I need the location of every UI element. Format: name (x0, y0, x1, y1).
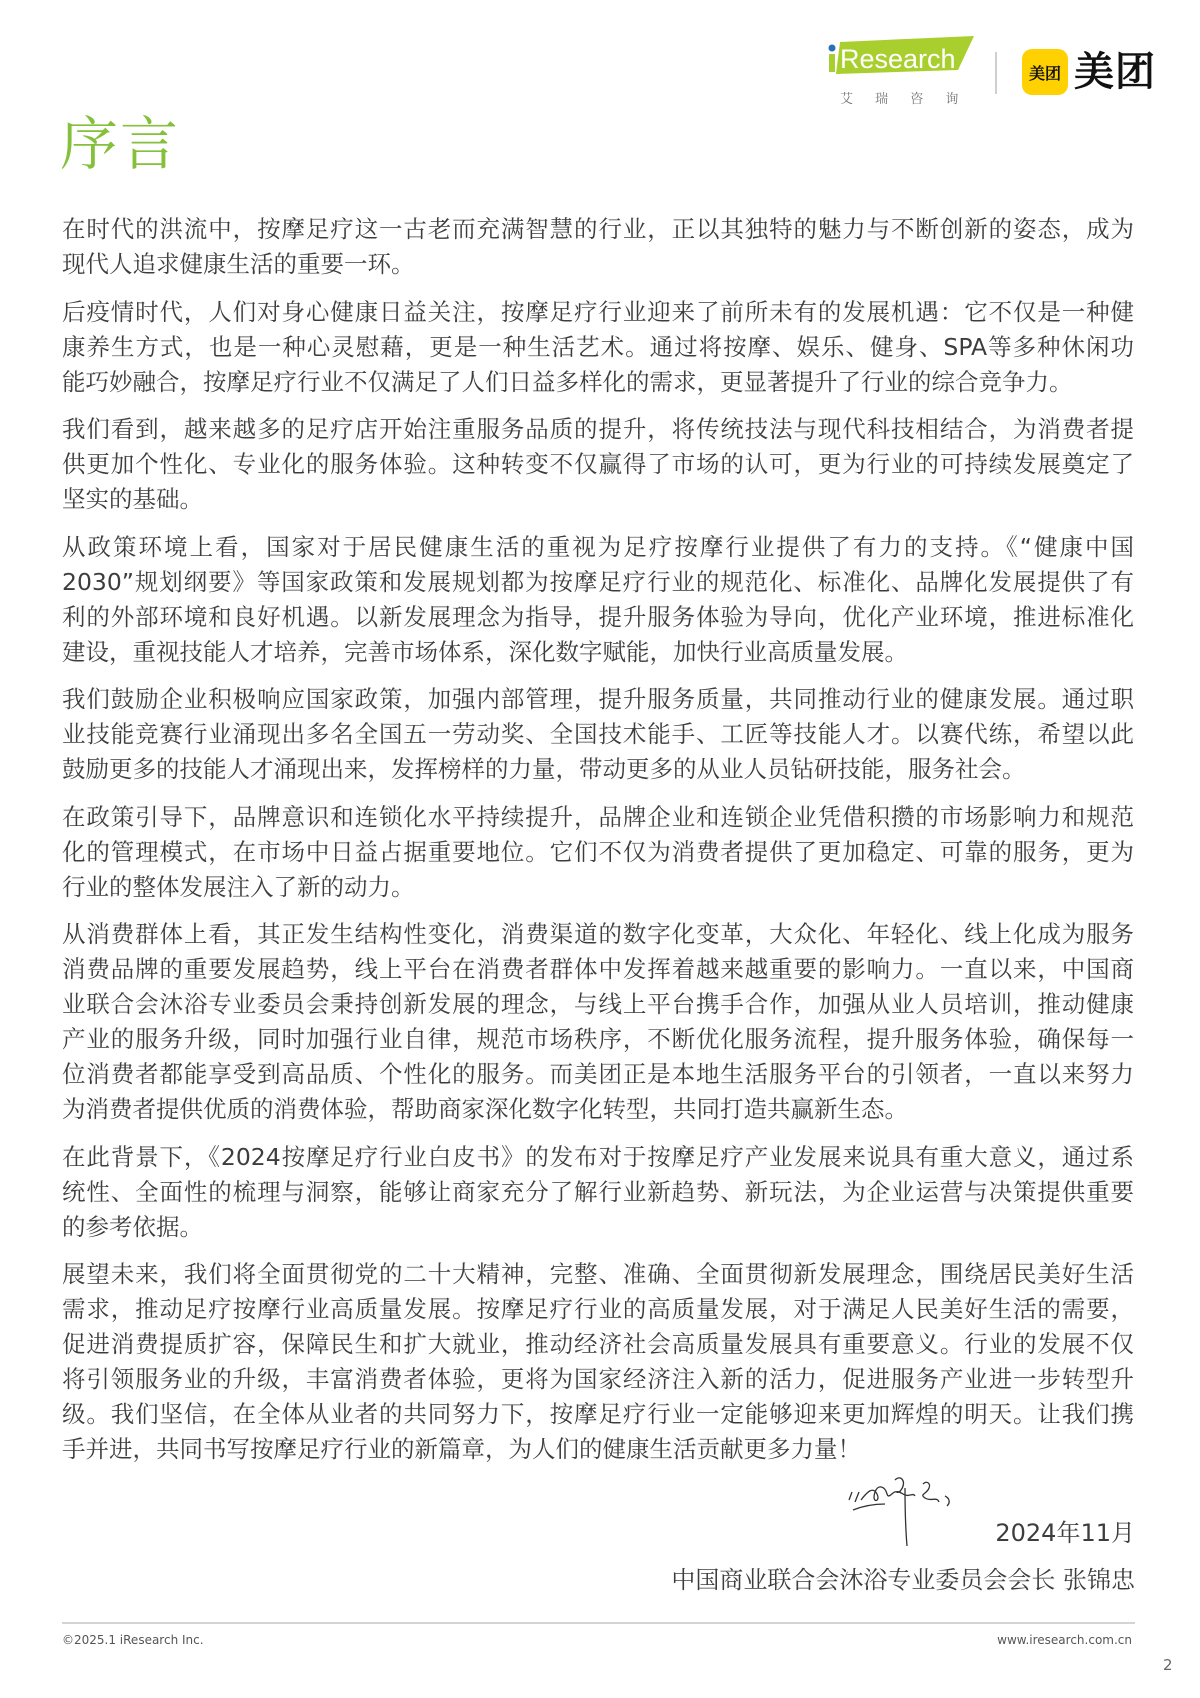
paragraph-line: 为消费者提供优质的消费体验，帮助商家深化数字化转型，共同打造共赢新生态。 (62, 1095, 908, 1123)
footer-divider (62, 1622, 1135, 1624)
signature-author: 中国商业联合会沐浴专业委员会会长 张锦忠 (671, 1566, 1135, 1594)
paragraph-line: 鼓励更多的技能人才涌现出来，发挥榜样的力量，带动更多的从业人员钻研技能，服务社会。 (62, 755, 1026, 783)
paragraph-line: 在此背景下，《2024按摩足疗行业白皮书》的发布对于按摩足疗产业发展来说具有重大意义，通过系 (62, 1142, 1134, 1171)
logo-divider (995, 52, 997, 94)
paragraph (62, 917, 1134, 1127)
paragraph-line: 从消费群体上看，其正发生结构性变化，消费渠道的数字化变革，大众化、年轻化、线上化成为服务 (62, 920, 1134, 948)
paragraph (62, 212, 1134, 282)
paragraph-line: 业联合会沐浴专业委员会秉持创新发展的理念，与线上平台携手合作，加强从业人员培训，推动健康 (62, 990, 1134, 1018)
paragraph-line: 化的管理模式，在市场中日益占据重要地位。它们不仅为消费者提供了更加稳定、可靠的服务，更为 (62, 837, 1134, 866)
signature-date: 2024年11月 (995, 1519, 1135, 1547)
paragraph-line: 行业的整体发展注入了新的动力。 (62, 872, 415, 901)
paragraph-line: 产业的服务升级，同时加强行业自律，规范市场秩序，不断优化服务流程，提升服务体验，确保每一 (62, 1025, 1134, 1053)
paragraph-line: 供更加个性化、专业化的服务体验。这种转变不仅赢得了市场的认可，更为行业的可持续发展奠定了 (62, 450, 1134, 478)
paragraph-line: 促进消费提质扩容，保障民生和扩大就业，推动经济社会高质量发展具有重要意义。行业的发展不仅 (62, 1330, 1134, 1358)
svg-text:Research: Research (840, 44, 956, 74)
paragraph-line: 建设，重视技能人才培养，完善市场体系，深化数字赋能，加快行业高质量发展。 (62, 637, 908, 666)
paragraph-line: 康养生方式，也是一种心灵慰藉，更是一种生活艺术。通过将按摩、娱乐、健身、SPA等多种休闲功 (62, 332, 1134, 361)
paragraph-line: 手并进，共同书写按摩足疗行业的新篇章，为人们的健康生活贡献更多力量！ (62, 1435, 861, 1463)
meituan-app-icon (1022, 49, 1068, 95)
paragraph (62, 682, 1134, 787)
paragraph-line: 我们看到，越来越多的足疗店开始注重服务品质的提升，将传统技法与现代科技相结合，为消费者提 (62, 415, 1134, 443)
paragraph (62, 412, 1134, 517)
page-number: 2 (1163, 1656, 1173, 1674)
paragraph-line: 现代人追求健康生活的重要一环。 (62, 250, 415, 278)
meituan-icon-text: 美团 (1028, 63, 1061, 83)
paragraph-line: 消费品牌的重要发展趋势，线上平台在消费者群体中发挥着越来越重要的影响力。一直以来，中国商 (62, 955, 1134, 983)
paragraph-line: 将引领服务业的升级，丰富消费者体验，更将为国家经济注入新的活力，促进服务产业进一步转型升 (62, 1365, 1134, 1393)
paragraph-line: 业技能竞赛行业涌现出多名全国五一劳动奖、全国技术能手、工匠等技能人才。以赛代练，希望以此 (62, 720, 1134, 748)
paragraph-line: 在时代的洪流中，按摩足疗这一古老而充满智慧的行业，正以其独特的魅力与不断创新的姿态，成为 (62, 215, 1134, 243)
paragraph-line: 坚实的基础。 (62, 485, 203, 513)
paragraph (62, 1257, 1134, 1467)
paragraph-line: 从政策环境上看，国家对于居民健康生活的重视为足疗按摩行业提供了有力的支持。《“健康中国 (62, 532, 1134, 561)
paragraph-line: 需求，推动足疗按摩行业高质量发展。按摩足疗行业的高质量发展，对于满足人民美好生活的需要， (62, 1295, 1134, 1323)
paragraph-line: 展望未来，我们将全面贯彻党的二十大精神，完整、准确、全面贯彻新发展理念，围绕居民美好生活 (62, 1260, 1134, 1288)
paragraph (62, 295, 1134, 400)
preface-body (62, 212, 1134, 1480)
paragraph-line: 利的外部环境和良好机遇。以新发展理念为指导，提升服务体验为导向，优化产业环境，推进标准化 (62, 602, 1134, 631)
paragraph-line: 的参考依据。 (62, 1212, 203, 1241)
paragraph-line: 我们鼓励企业积极响应国家政策，加强内部管理，提升服务质量，共同推动行业的健康发展。通过职 (62, 685, 1134, 713)
paragraph-line: 统性、全面性的梳理与洞察，能够让商家充分了解行业新趋势、新玩法，为企业运营与决策提供重要 (62, 1177, 1134, 1206)
paragraph-line: 位消费者都能享受到高品质、个性化的服务。而美团正是本地生活服务平台的引领者，一直以来努力 (62, 1060, 1134, 1088)
paragraph-line: 级。我们坚信，在全体从业者的共同努力下，按摩足疗行业一定能够迎来更加辉煌的明天。让我们携 (62, 1400, 1134, 1428)
page-title: 序言 (60, 110, 181, 178)
meituan-wordmark: 美团 (1074, 49, 1156, 95)
paragraph (62, 1140, 1134, 1245)
paragraph (62, 800, 1134, 905)
paragraph-line: 后疫情时代，人们对身心健康日益关注，按摩足疗行业迎来了前所未有的发展机遇：它不仅是一种健 (62, 297, 1134, 326)
paragraph (62, 530, 1134, 670)
paragraph-line: 能巧妙融合，按摩足疗行业不仅满足了人们日益多样化的需求，更显著提升了行业的综合竞争力。 (62, 367, 1073, 396)
paragraph-line: 2030”规划纲要》等国家政策和发展规划都为按摩足疗行业的规范化、标准化、品牌化发展提供了有 (62, 567, 1134, 596)
iresearch-logo-chinese-name: 艾 瑞 咨 询 (840, 92, 961, 107)
footer-website-link[interactable]: www.iresearch.com.cn (997, 1633, 1132, 1647)
paragraph-line: 在政策引导下，品牌意识和连锁化水平持续提升，品牌企业和连锁企业凭借积攒的市场影响力和规范 (62, 802, 1134, 831)
handwritten-signature (843, 1470, 973, 1550)
footer-copyright: ©2025.1 iResearch Inc. (62, 1633, 204, 1647)
